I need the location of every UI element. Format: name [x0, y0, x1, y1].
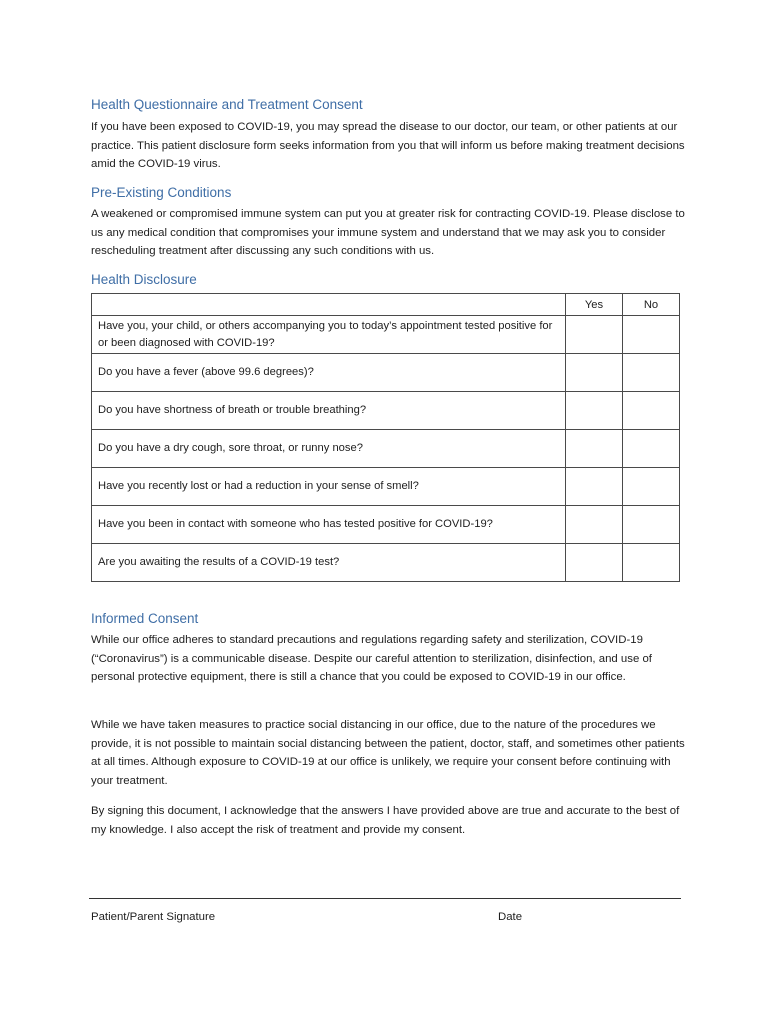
- no-answer-cell[interactable]: [623, 544, 680, 582]
- question-text: Do you have a dry cough, sore throat, or runny nose?: [92, 430, 566, 468]
- health-disclosure-heading: Health Disclosure: [91, 272, 197, 287]
- no-answer-cell[interactable]: [623, 316, 680, 354]
- preexisting-paragraph: A weakened or compromised immune system can put you at greater risk for contracting COVID-19. Please disclose to us any medical condition that compromises your immune system and understand that we may ask you to consider rescheduling treatment after discussing any such conditions with us.: [91, 208, 685, 258]
- question-text: Do you have shortness of breath or trouble breathing?: [92, 392, 566, 430]
- table-row: [92, 392, 680, 430]
- table-row: [92, 354, 680, 392]
- table-row: [92, 506, 680, 544]
- table-row: [92, 468, 680, 506]
- question-column-header: [92, 294, 566, 316]
- table-header-row: [92, 294, 680, 316]
- preexisting-heading: Pre-Existing Conditions: [91, 185, 232, 200]
- no-answer-cell[interactable]: [623, 506, 680, 544]
- consent-paragraph-3: By signing this document, I acknowledge that the answers I have provided above are true and accurate to the best of my knowledge. I also accept the risk of treatment and provide my consent.: [91, 805, 680, 836]
- table-row: [92, 544, 680, 582]
- yes-answer-cell[interactable]: [566, 468, 623, 506]
- question-text: Are you awaiting the results of a COVID-19 test?: [92, 544, 566, 582]
- yes-answer-cell[interactable]: [566, 392, 623, 430]
- yes-answer-cell[interactable]: [566, 506, 623, 544]
- no-answer-cell[interactable]: [623, 354, 680, 392]
- health-disclosure-table: [91, 293, 680, 582]
- yes-answer-cell[interactable]: [566, 354, 623, 392]
- no-answer-cell[interactable]: [623, 392, 680, 430]
- question-text: Have you, your child, or others accompanying you to today’s appointment tested positive for or been diagnosed with COVID-19?: [92, 316, 566, 354]
- informed-consent-heading: Informed Consent: [91, 611, 199, 626]
- yes-answer-cell[interactable]: [566, 430, 623, 468]
- date-label: Date: [498, 911, 523, 923]
- signature-label: Patient/Parent Signature: [91, 911, 216, 923]
- yes-answer-cell[interactable]: [566, 316, 623, 354]
- no-answer-cell[interactable]: [623, 430, 680, 468]
- consent-paragraph-2: While we have taken measures to practice social distancing in our office, due to the nature of the procedures we provide, it is not possible to maintain social distancing between the patient, doctor, staff, and sometimes other patients at all times. Although exposure to COVID-19 at our office is unlikely, we require your consent before continuing with your treatment.: [91, 719, 685, 787]
- intro-paragraph: If you have been exposed to COVID-19, you may spread the disease to our doctor, our team, or other patients at our practice. This patient disclosure form seeks information from you that will inform us before making treatment decisions amid the COVID-19 virus.: [91, 121, 685, 171]
- question-text: Have you recently lost or had a reduction in your sense of smell?: [92, 468, 566, 506]
- table-row: [92, 430, 680, 468]
- signature-line[interactable]: [89, 898, 681, 899]
- question-text: Have you been in contact with someone who has tested positive for COVID-19?: [92, 506, 566, 544]
- no-column-header: No: [623, 294, 680, 316]
- no-answer-cell[interactable]: [623, 468, 680, 506]
- page-title: Health Questionnaire and Treatment Consent: [91, 97, 363, 112]
- consent-paragraph-1: While our office adheres to standard precautions and regulations regarding safety and sterilization, COVID-19 (“Coronavirus”) is a communicable disease. Despite our careful attention to sterilization, disinfection, and use of personal protective equipment, there is still a chance that you could be exposed to COVID-19 in our office.: [91, 634, 652, 684]
- yes-answer-cell[interactable]: [566, 544, 623, 582]
- yes-column-header: Yes: [566, 294, 623, 316]
- table-row: [92, 316, 680, 354]
- question-text: Do you have a fever (above 99.6 degrees)?: [92, 354, 566, 392]
